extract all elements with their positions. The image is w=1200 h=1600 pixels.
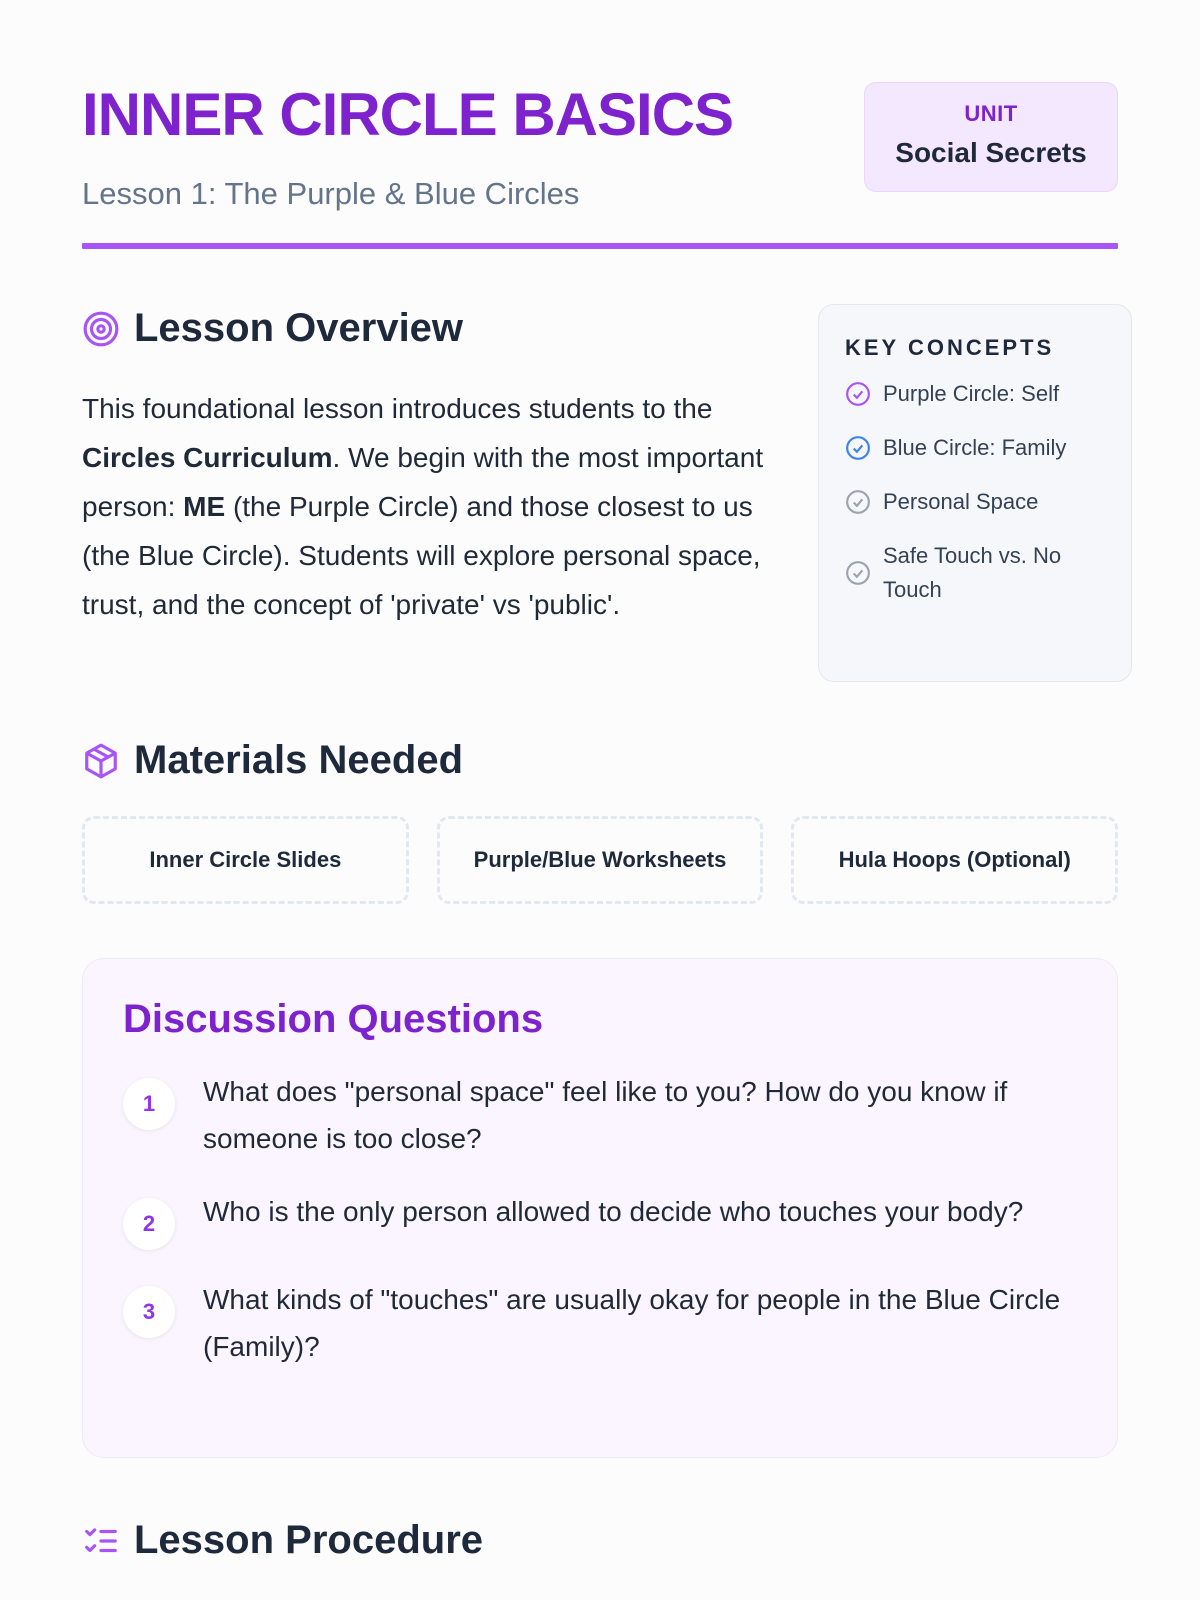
question-text: What does "personal space" feel like to you? How do you know if someone is too close?	[203, 1076, 1008, 1154]
question-number: 1	[123, 1078, 175, 1130]
page-subtitle: Lesson 1: The Purple & Blue Circles	[82, 176, 580, 211]
question-item	[123, 1276, 1077, 1370]
check-circle-icon	[845, 435, 871, 461]
overview-text-2: . We begin with the most important person:	[82, 442, 764, 522]
overview-paragraph	[82, 384, 772, 629]
concept-label: Safe Touch vs. No Touch	[883, 543, 1062, 602]
list-checks-icon	[82, 1522, 120, 1560]
concept-label: Purple Circle: Self	[883, 381, 1060, 406]
question-number: 3	[123, 1286, 175, 1338]
material-item: Hula Hoops (Optional)	[791, 816, 1118, 904]
package-icon	[82, 742, 120, 780]
materials-heading-text: Materials Needed	[134, 738, 464, 782]
unit-badge	[864, 82, 1118, 192]
question-text: What kinds of "touches" are usually okay for people in the Blue Circle (Family)?	[203, 1284, 1061, 1362]
materials-heading	[82, 738, 463, 783]
question-item	[123, 1188, 1077, 1250]
concept-item	[845, 377, 1105, 411]
concept-label: Personal Space	[883, 489, 1039, 514]
material-item: Inner Circle Slides	[82, 816, 409, 904]
page-title: INNER CIRCLE BASICS	[82, 81, 734, 148]
header-divider	[82, 243, 1118, 249]
procedure-heading-text: Lesson Procedure	[134, 1518, 484, 1562]
procedure-heading	[82, 1518, 483, 1563]
unit-label: UNIT	[964, 101, 1018, 126]
key-concepts-title: KEY CONCEPTS	[845, 335, 1055, 360]
overview-bold-me: ME	[183, 491, 226, 522]
unit-name: Social Secrets	[895, 137, 1087, 168]
concept-item	[845, 539, 1105, 607]
discussion-heading: Discussion Questions	[123, 997, 544, 1041]
material-item: Purple/Blue Worksheets	[437, 816, 764, 904]
concept-label: Blue Circle: Family	[883, 435, 1067, 460]
question-text: Who is the only person allowed to decide who touches your body?	[203, 1196, 1024, 1227]
check-circle-icon	[845, 560, 871, 586]
materials-list	[82, 816, 1118, 904]
overview-heading	[82, 306, 463, 351]
check-circle-icon	[845, 489, 871, 515]
concept-item	[845, 431, 1105, 465]
question-item	[123, 1068, 1077, 1162]
target-icon	[82, 310, 120, 348]
lesson-header	[82, 78, 1118, 248]
check-circle-icon	[845, 381, 871, 407]
overview-bold-curriculum: Circles Curriculum	[82, 442, 333, 473]
overview-text-1: This foundational lesson introduces students to the	[82, 393, 713, 424]
overview-text-3: (the Purple Circle) and those closest to us (the Blue Circle). Students will explore personal space, trust, and the concept of 'private' vs 'public'.	[82, 491, 761, 620]
overview-heading-text: Lesson Overview	[134, 306, 464, 350]
key-concepts-panel	[818, 304, 1132, 682]
concept-item	[845, 485, 1105, 519]
discussion-panel	[82, 958, 1118, 1458]
question-number: 2	[123, 1198, 175, 1250]
